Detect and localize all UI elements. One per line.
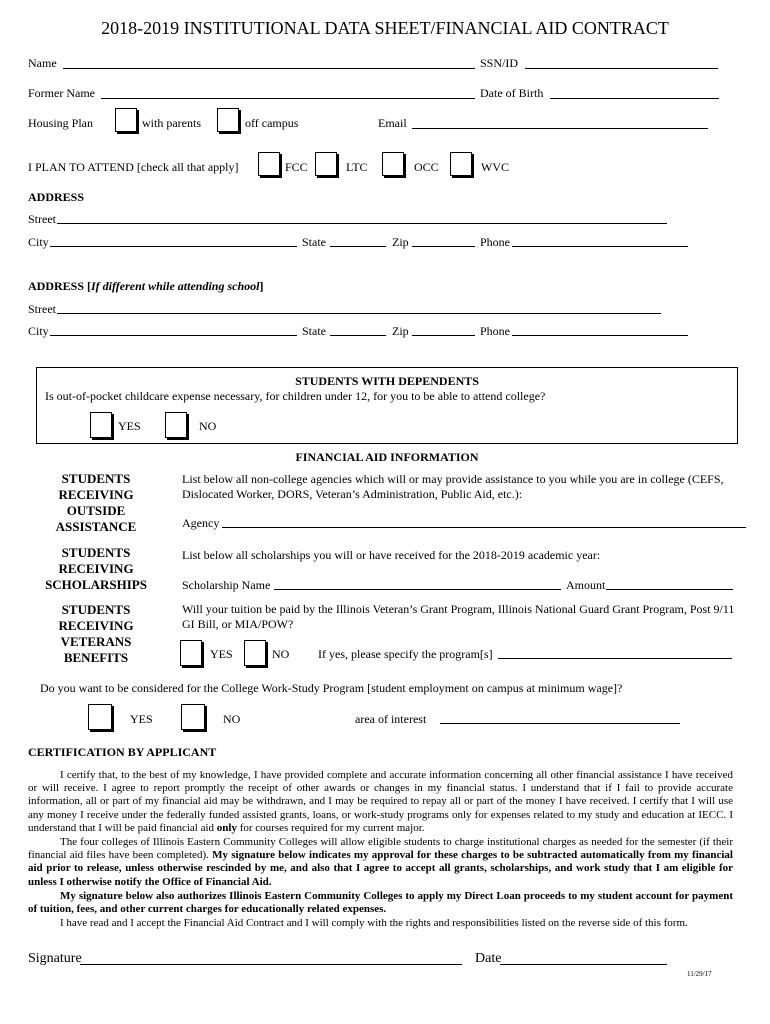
street2-label: Street — [28, 302, 56, 316]
scholarship-name-field[interactable] — [274, 589, 561, 590]
ssn-field[interactable] — [525, 68, 718, 69]
state2-label: State — [302, 324, 326, 338]
zip-label: Zip — [392, 235, 409, 249]
state2-field[interactable] — [330, 335, 386, 336]
zip-field[interactable] — [412, 246, 475, 247]
wvc-checkbox[interactable] — [450, 152, 472, 176]
phone2-label: Phone — [480, 324, 510, 338]
veterans-yes-checkbox[interactable] — [180, 640, 202, 666]
work-study-yes-checkbox[interactable] — [88, 704, 112, 730]
zip2-field[interactable] — [412, 335, 475, 336]
scholarships-label: STUDENTS RECEIVING SCHOLARSHIPS — [45, 545, 147, 592]
dependents-no-checkbox[interactable] — [165, 412, 187, 438]
work-study-no-label: NO — [223, 712, 241, 726]
dependents-yes-checkbox[interactable] — [90, 412, 112, 438]
former-name-label: Former Name — [28, 86, 95, 100]
dependents-yes-label: YES — [118, 419, 141, 433]
date-label: Date — [475, 951, 502, 966]
agency-field[interactable] — [222, 527, 746, 528]
dependents-no-label: NO — [199, 419, 217, 433]
city-label: City — [28, 235, 49, 249]
name-label: Name — [28, 56, 57, 70]
address-heading: ADDRESS — [28, 190, 85, 204]
certification-paragraph-2: The four colleges of Illinois Eastern Community Colleges will allow eligible students to charge institutional charges as needed for the semester (if their financial aid files have been completed). My signature below indicates my approval for these charges to be subtracted automatically from my financial aid prior to release, unless otherwise rescinded by me, and also that I agree to accept all grants, scholarships, and work study that I am eligible for unless I otherwise notify the Office of Financial Aid. — [28, 836, 733, 888]
revision-date: 11/29/17 — [687, 970, 712, 978]
state-field[interactable] — [330, 246, 386, 247]
with-parents-label: with parents — [142, 116, 201, 130]
dependents-question: Is out-of-pocket childcare expense necessary, for children under 12, for you to be able to attend college? — [45, 389, 546, 403]
scholarships-text: List below all scholarships you will or have received for the 2018-2019 academic year: — [182, 548, 601, 562]
ltc-checkbox[interactable] — [315, 152, 337, 176]
signature-field[interactable] — [80, 964, 462, 965]
amount-field[interactable] — [606, 589, 733, 590]
work-study-yes-label: YES — [130, 712, 153, 726]
ltc-label: LTC — [346, 160, 368, 174]
veterans-text: Will your tuition be paid by the Illinois Veteran’s Grant Program, Illinois National Guard Grant Program, Post 9/11 GI Bill, or MIA/POW? — [182, 602, 735, 631]
plan-attend-label: I PLAN TO ATTEND [check all that apply] — [28, 160, 239, 174]
veterans-no-checkbox[interactable] — [244, 640, 266, 666]
veterans-label: STUDENTS RECEIVING VETERANS BENEFITS — [58, 602, 134, 665]
city2-field[interactable] — [50, 335, 297, 336]
street-label: Street — [28, 212, 56, 226]
off-campus-label: off campus — [245, 116, 299, 130]
name-field[interactable] — [63, 68, 475, 69]
wvc-label: WVC — [481, 160, 509, 174]
with-parents-checkbox[interactable] — [115, 108, 137, 132]
work-study-question: Do you want to be considered for the College Work-Study Program [student employment on campus at minimum wage]? — [40, 681, 623, 695]
veterans-program-field[interactable] — [498, 658, 732, 659]
veterans-yes-label: YES — [210, 647, 233, 661]
interest-label: area of interest — [355, 712, 427, 726]
street2-field[interactable] — [57, 313, 661, 314]
address2-heading: ADDRESS [If different while attending school] — [28, 279, 264, 293]
zip2-label: Zip — [392, 324, 409, 338]
amount-label: Amount — [566, 578, 606, 592]
certification-paragraph-1: I certify that, to the best of my knowledge, I have provided complete and accurate information concerning all other financial assistance I have received or will receive. I agree to report promptly the receipt of other awards or changes in my financial status. I understand that if I fail to provide accurate information, all or part of my financial aid may be withdrawn, and I may be required to repay all or part of the money I have received. I certify that I will use any money I receive under the federally funded assisted grants, loans, or work-study programs only for expenses related to my study and education at IECC. I understand that I will be paid financial aid only for courses required for my current major. — [28, 769, 733, 834]
outside-assistance-label: STUDENTS RECEIVING OUTSIDE ASSISTANCE — [55, 471, 137, 534]
email-field[interactable] — [412, 128, 708, 129]
veterans-no-label: NO — [272, 647, 290, 661]
signature-label: Signature — [28, 951, 82, 966]
work-study-no-checkbox[interactable] — [181, 704, 205, 730]
certification-paragraph-3: My signature below also authorizes Illinois Eastern Community Colleges to apply my Direct Loan proceeds to my student account for payment of tuition, fees, and other current charges for educationally related expenses. — [28, 890, 733, 916]
former-name-field[interactable] — [101, 98, 475, 99]
city-field[interactable] — [50, 246, 297, 247]
dependents-heading: STUDENTS WITH DEPENDENTS — [295, 374, 479, 388]
dob-label: Date of Birth — [480, 86, 544, 100]
ssn-label: SSN/ID — [480, 56, 519, 70]
outside-assistance-text: List below all non-college agencies which will or may provide assistance to you while you are in college (CEFS, Dislocated Worker, DORS, Veteran’s Administration, Public Aid, etc.): — [182, 472, 724, 501]
page-title: 2018-2019 INSTITUTIONAL DATA SHEET/FINANCIAL AID CONTRACT — [101, 18, 669, 38]
date-field[interactable] — [500, 964, 667, 965]
financial-heading: FINANCIAL AID INFORMATION — [295, 450, 479, 464]
veterans-specify-label: If yes, please specify the program[s] — [318, 647, 493, 661]
interest-field[interactable] — [440, 723, 680, 724]
off-campus-checkbox[interactable] — [217, 108, 239, 132]
phone2-field[interactable] — [512, 335, 688, 336]
city2-label: City — [28, 324, 49, 338]
agency-label: Agency — [182, 516, 220, 530]
phone-field[interactable] — [512, 246, 688, 247]
occ-label: OCC — [414, 160, 439, 174]
email-label: Email — [378, 116, 407, 130]
certification-paragraph-4: I have read and I accept the Financial Aid Contract and I will comply with the rights and responsibilities listed on the reverse side of this form. — [60, 917, 688, 929]
scholarship-name-label: Scholarship Name — [182, 578, 271, 592]
housing-label: Housing Plan — [28, 116, 94, 130]
dob-field[interactable] — [550, 98, 719, 99]
certification-heading: CERTIFICATION BY APPLICANT — [28, 745, 217, 759]
fcc-checkbox[interactable] — [258, 152, 280, 176]
street-field[interactable] — [57, 223, 667, 224]
state-label: State — [302, 235, 326, 249]
occ-checkbox[interactable] — [382, 152, 404, 176]
fcc-label: FCC — [285, 160, 308, 174]
phone-label: Phone — [480, 235, 510, 249]
